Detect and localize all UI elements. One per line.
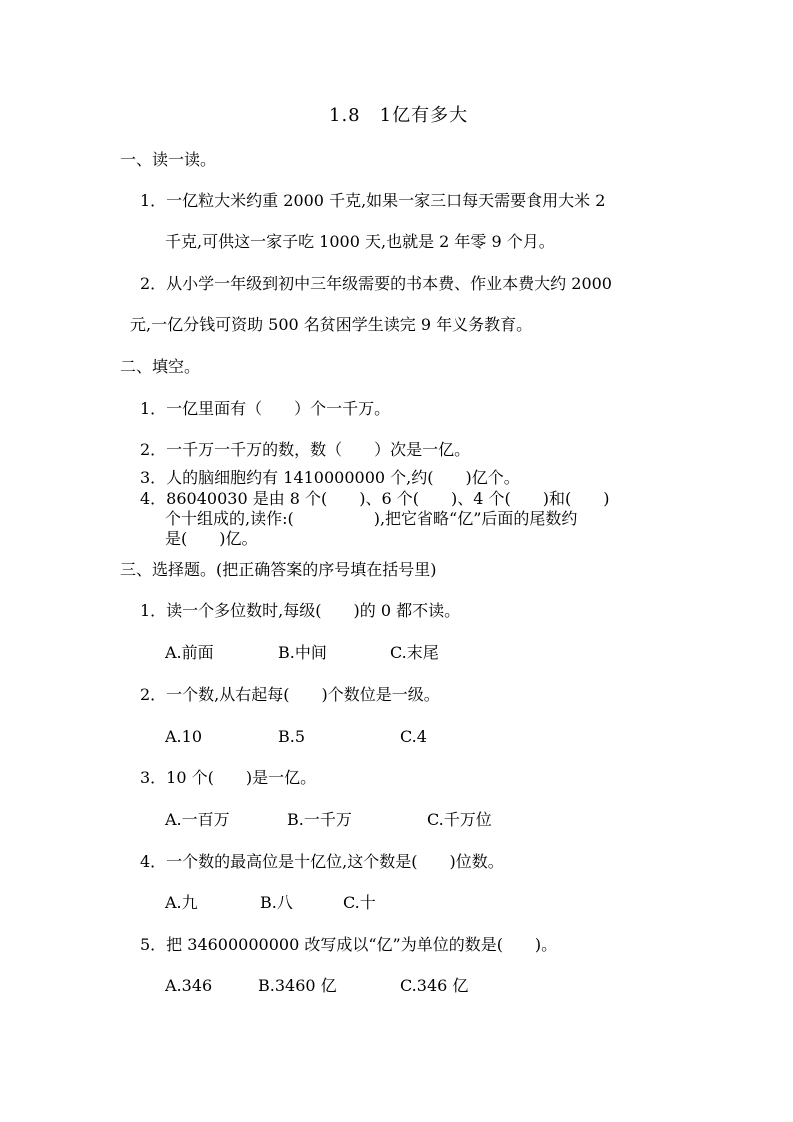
fill-question-4-line-3: 是( )亿。 [165, 529, 258, 548]
choice-question-1: 1．读一个多位数时,每级( )的 0 都不读。 [140, 601, 461, 620]
fill-question-1: 1．一亿里面有（ ）个一千万。 [140, 399, 391, 418]
choice-1-option-b: B.中间 [278, 643, 327, 662]
reading-item-1-line-1: 1．一亿粒大米约重 2000 千克,如果一家三口每天需要食用大米 2 [140, 191, 606, 210]
reading-item-1-line-2: 千克,可供这一家子吃 1000 天,也就是 2 年零 9 个月。 [165, 232, 555, 251]
fill-question-2: 2．一千万一千万的数，数（ ）次是一亿。 [140, 440, 471, 459]
section-2-heading: 二、填空。 [120, 357, 201, 376]
choice-question-3: 3．10 个( )是一亿。 [140, 768, 317, 787]
reading-item-2-line-2: 元,一亿分钱可资助 500 名贫困学生读完 9 年义务教育。 [130, 315, 533, 334]
section-3-heading: 三、选择题。(把正确答案的序号填在括号里) [120, 560, 437, 579]
choice-3-option-b: B.一千万 [287, 810, 352, 829]
choice-4-option-c: C.十 [343, 893, 376, 912]
choice-2-option-b: B.5 [278, 727, 306, 746]
choice-3-option-a: A.一百万 [165, 810, 230, 829]
fill-question-4-line-2: 个十组成的,读作:( ),把它省略“亿”后面的尾数约 [165, 509, 578, 528]
choice-5-option-c: C.346 亿 [400, 976, 469, 995]
choice-2-option-c: C.4 [400, 727, 427, 746]
choice-3-option-c: C.千万位 [427, 810, 492, 829]
choice-4-option-a: A.九 [165, 893, 198, 912]
choice-question-2: 2．一个数,从右起每( )个数位是一级。 [140, 685, 440, 704]
choice-question-5: 5．把 34600000000 改写成以“亿”为单位的数是( )。 [140, 935, 558, 954]
choice-5-option-a: A.346 [165, 976, 213, 995]
choice-1-option-a: A.前面 [165, 643, 214, 662]
choice-question-4: 4．一个数的最高位是十亿位,这个数是( )位数。 [140, 852, 504, 871]
section-1-heading: 一、读一读。 [120, 150, 217, 169]
choice-5-option-b: B.3460 亿 [258, 976, 337, 995]
choice-1-option-c: C.末尾 [390, 643, 439, 662]
choice-4-option-b: B.八 [260, 893, 293, 912]
reading-item-2-line-1: 2．从小学一年级到初中三年级需要的书本费、作业本费大约 2000 [140, 274, 612, 293]
fill-question-4-line-1: 4．86040030 是由 8 个( )、6 个( )、4 个( )和( ) [140, 489, 610, 508]
page-title: 1.8 1亿有多大 [329, 105, 469, 126]
fill-question-3: 3．人的脑细胞约有 1410000000 个,约( )亿个。 [140, 468, 520, 487]
choice-2-option-a: A.10 [165, 727, 202, 746]
